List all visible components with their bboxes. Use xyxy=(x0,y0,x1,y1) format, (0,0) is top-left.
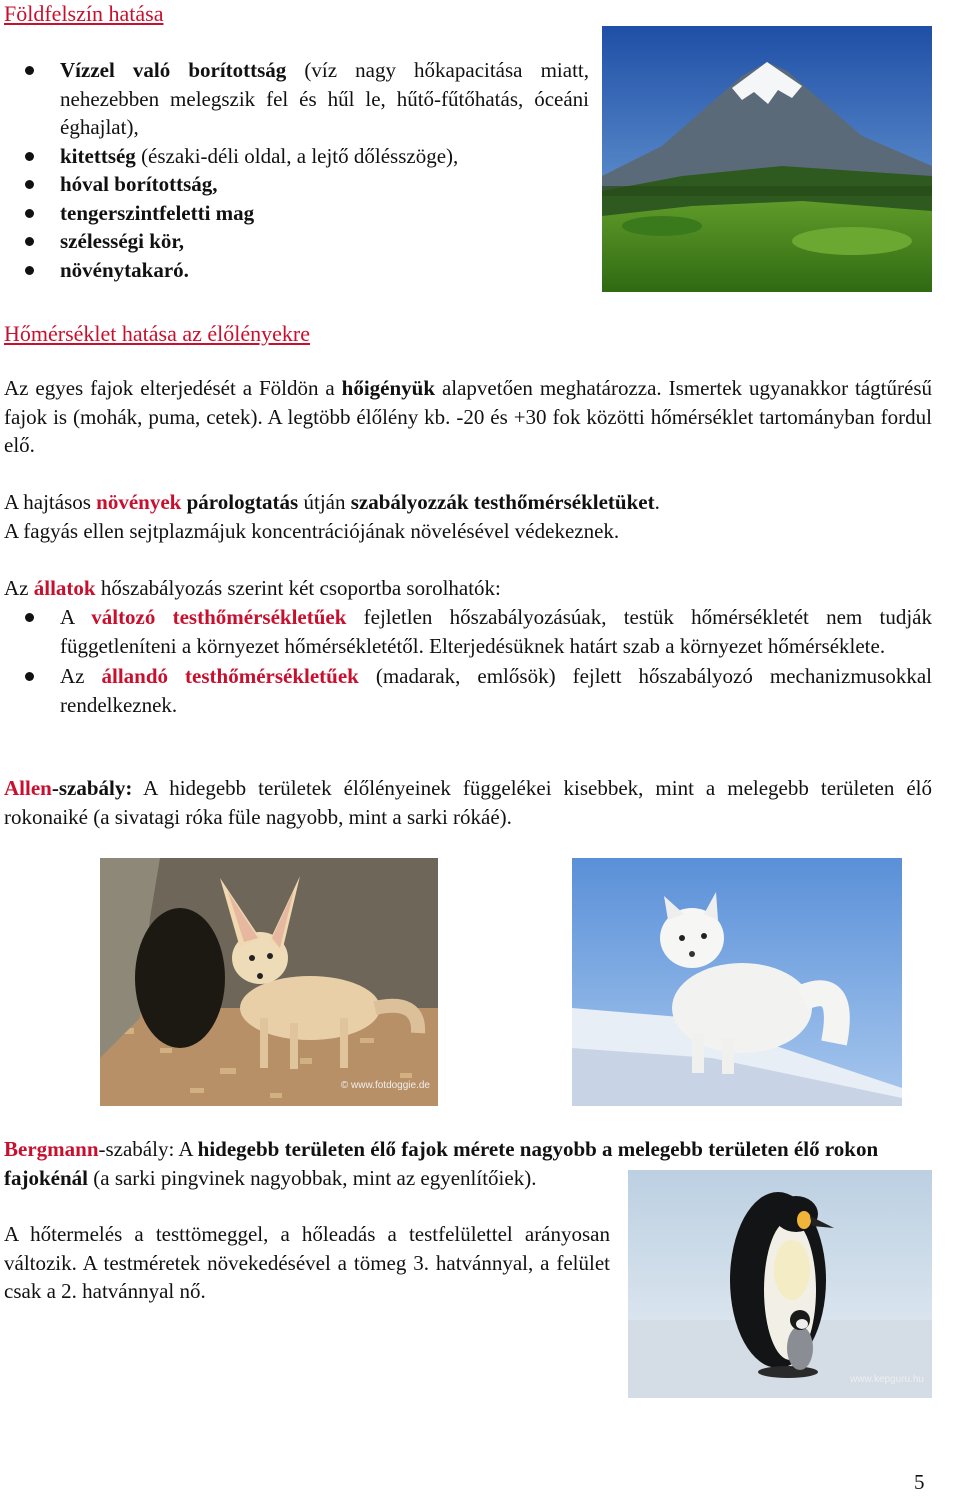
paragraph-heat-surface: A hőtermelés a testtömeggel, a hőleadás a testfelülettel arányosan változik. A testméretek növekedésével a tömeg 3. hatvánnyal, a felület csak a 2. hatvánnyal nő. xyxy=(4,1222,610,1303)
list-item xyxy=(4,142,589,171)
section-title-temperature: Hőmérséklet hatása az élőlényekre xyxy=(4,321,311,346)
paragraph-allen-rule xyxy=(4,774,932,831)
rule-name: Bergmann xyxy=(4,1137,99,1161)
rule-text-bold: hidegebb területen élő fajok mérete nagyobb a melegebb területen élő rokon fajokénál xyxy=(4,1137,879,1190)
list-item-bold: Vízzel való borítottság xyxy=(60,58,287,82)
list-item xyxy=(4,603,932,660)
list-item-text: (északi-déli oldal, a lejtő dőlésszöge), xyxy=(135,143,459,168)
text-run: A xyxy=(60,605,92,629)
animal-group-list xyxy=(4,603,932,719)
list-item-bold: növénytakaró. xyxy=(60,257,189,282)
text-run-red-bold: állatok xyxy=(33,576,96,600)
arctic-fox-photo xyxy=(572,858,902,1106)
text-run: alapvetően meghatározza. Ismertek ugyanakkor tágtűrésű fajok is (mohák, puma, cetek). A legtöbb élőlény kb. -20 és +30 fok közötti hőmérséklet tartományban fordul elő. xyxy=(4,376,932,457)
list-item xyxy=(4,227,589,256)
rule-text: A hidegebb területek élőlényeinek függelékei kisebbek, mint a melegebb területen élő rokonaiké (a sivatagi róka füle nagyobb, mint a sarki rókáé). xyxy=(4,776,932,829)
surface-factor-list xyxy=(4,56,589,284)
rule-label: -szabály: A xyxy=(98,1137,198,1161)
list-item xyxy=(4,256,589,285)
text-run: Az egyes fajok elterjedését a Földön a xyxy=(4,376,342,400)
list-item-bold: tengerszintfeletti mag xyxy=(60,200,255,225)
text-run: A hajtásos xyxy=(4,490,97,514)
list-item-bold: kitettség xyxy=(60,143,136,168)
text-run: útján xyxy=(298,490,351,514)
text-run: A fagyás ellen sejtplazmájuk koncentrációjának növelésével védekeznek. xyxy=(4,518,620,543)
list-item xyxy=(4,56,589,142)
page-number: 5 xyxy=(914,1470,925,1494)
text-run: Az xyxy=(60,664,102,688)
list-item-text: (víz nagy hőkapacitása miatt, nehezebben melegszik fel és hűl le, hűtő-fűtőhatás, óceáni éghajlat), xyxy=(60,58,590,139)
text-run-bold: párologtatás xyxy=(186,490,299,514)
text-run-red-bold: állandó testhőmérsékletűek xyxy=(101,664,359,688)
text-run: (madarak, emlősök) fejlett hőszabályozó mechanizmusokkal rendelkeznek. xyxy=(60,664,932,717)
text-run: . xyxy=(654,490,660,514)
paragraph-heat-demand xyxy=(4,374,932,460)
mountain-photo xyxy=(602,26,932,292)
text-run-red-bold: növények xyxy=(96,490,182,514)
rule-label: -szabály: xyxy=(51,776,133,800)
fennec-fox-photo xyxy=(100,858,438,1106)
list-item xyxy=(4,170,589,199)
list-item xyxy=(4,199,589,228)
paragraph-animals xyxy=(4,574,932,603)
text-run: fejletlen hőszabályozásúak, testük hőmérsékletét nem tudják függetleníteni a környezet hőmérsékletétől. Elterjedésüknek határt szab a környezet hőmérséklete. xyxy=(60,605,932,658)
text-run: hőszabályozás szerint két csoportba sorolhatók: xyxy=(95,576,501,600)
paragraph-plants xyxy=(4,488,932,545)
penguin-photo xyxy=(628,1170,932,1398)
list-item-bold: hóval borítottság, xyxy=(60,172,218,196)
rule-text: (a sarki pingvinek nagyobbak, mint az egyenlítőiek). xyxy=(88,1165,537,1190)
list-item xyxy=(4,662,932,719)
text-run-bold: szabályozzák testhőmérsékletüket xyxy=(350,490,655,514)
rule-name: Allen xyxy=(4,776,52,800)
section-title-surface: Földfelszín hatása xyxy=(4,1,164,26)
penguin-watermark: www.kepguru.hu xyxy=(850,1373,924,1385)
text-run: Az xyxy=(4,576,34,600)
text-run-bold: hőigényük xyxy=(341,376,436,400)
fox-watermark: © www.fotdoggie.de xyxy=(340,1079,430,1091)
list-item-bold: szélességi kör, xyxy=(60,229,185,253)
text-run-red-bold: változó testhőmérsékletűek xyxy=(91,605,347,629)
